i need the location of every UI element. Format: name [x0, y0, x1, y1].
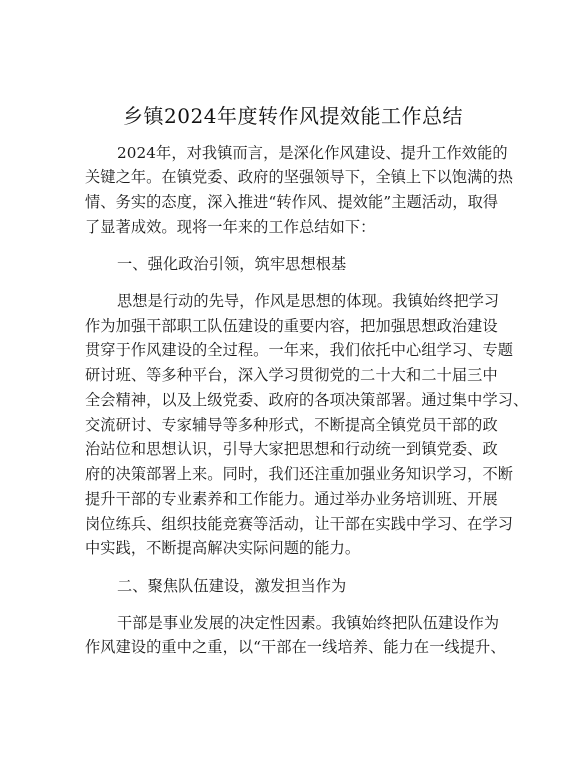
section-heading: 二、聚焦队伍建设，激发担当作为: [117, 577, 347, 595]
paragraph-line: 2024年，对我镇而言，是深化作风建设、提升工作效能的: [117, 144, 508, 162]
paragraph-line: 全会精神，以及上级党委、政府的各项决策部署。通过集中学习、: [85, 391, 529, 409]
document-title: 乡镇2024年度转作风提效能工作总结: [123, 104, 463, 128]
paragraph-line: 了显著成效。现将一年来的工作总结如下：: [85, 218, 376, 236]
paragraph-line: 府的决策部署上来。同时，我们还注重加强业务知识学习，不断: [85, 465, 514, 483]
paragraph-line: 思想是行动的先导，作风是思想的体现。我镇始终把学习: [117, 292, 500, 310]
section-heading: 一、强化政治引领，筑牢思想根基: [117, 255, 347, 273]
paragraph-line: 作风建设的重中之重，以“干部在一线培养、能力在一线提升、: [85, 638, 506, 656]
paragraph-line: 关键之年。在镇党委、政府的坚强领导下，全镇上下以饱满的热: [85, 168, 514, 186]
paragraph-line: 贯穿于作风建设的全过程。一年来，我们依托中心组学习、专题: [85, 341, 514, 359]
paragraph-line: 交流研讨、专家辅导等多种形式，不断提高全镇党员干部的政: [85, 416, 498, 434]
paragraph-line: 情、务实的态度，深入推进“转作风、提效能”主题活动，取得: [85, 193, 499, 211]
paragraph-line: 研讨班、等多种平台，深入学习贯彻党的二十大和二十届三中: [85, 366, 498, 384]
paragraph-line: 提升干部的专业素养和工作能力。通过举办业务培训班、开展: [85, 490, 498, 508]
paragraph-line: 作为加强干部职工队伍建设的重要内容，把加强思想政治建设: [85, 317, 498, 335]
paragraph-line: 中实践，不断提高解决实际问题的能力。: [85, 539, 361, 557]
paragraph-line: 治站位和思想认识，引导大家把思想和行动统一到镇党委、政: [85, 440, 498, 458]
paragraph-line: 岗位练兵、组织技能竞赛等活动，让干部在实践中学习、在学习: [85, 515, 514, 533]
paragraph-line: 干部是事业发展的决定性因素。我镇始终把队伍建设作为: [117, 614, 500, 632]
